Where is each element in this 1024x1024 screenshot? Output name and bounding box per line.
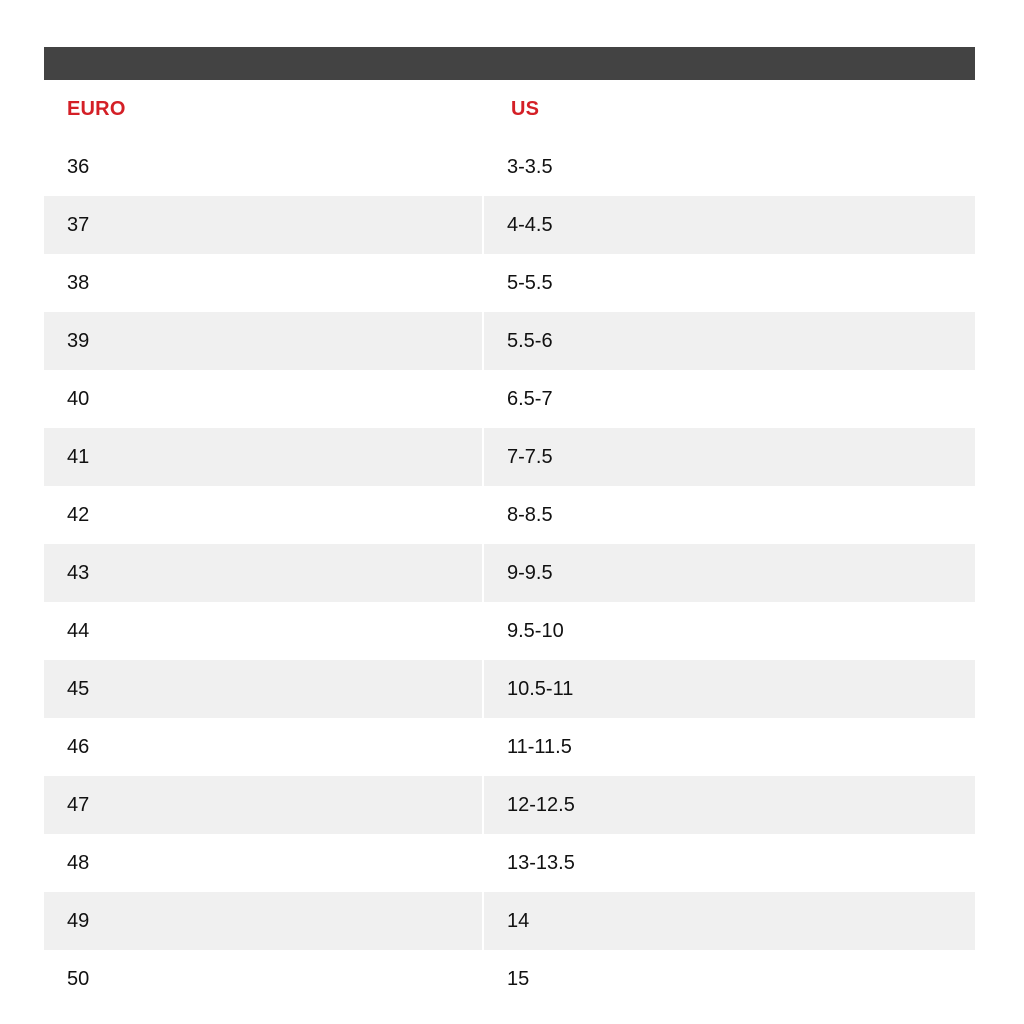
euro-size-cell: 49 <box>44 892 482 950</box>
euro-size-cell: 45 <box>44 660 482 718</box>
us-size-cell: 6.5-7 <box>507 387 553 410</box>
euro-size-cell: 43 <box>44 544 482 602</box>
table-row <box>44 544 975 602</box>
us-size-cell: 11-11.5 <box>507 735 572 758</box>
column-header-row <box>44 80 975 138</box>
table-row <box>44 254 975 312</box>
us-size-cell: 5-5.5 <box>507 271 553 294</box>
euro-size-cell: 42 <box>67 503 90 526</box>
table-row <box>44 138 975 196</box>
table-row <box>44 370 975 428</box>
us-size-cell: 10.5-11 <box>484 660 975 718</box>
table-body <box>44 138 975 1008</box>
euro-size-cell: 41 <box>44 428 482 486</box>
table-row <box>44 196 975 254</box>
euro-size-cell: 50 <box>67 967 90 990</box>
table-row <box>44 660 975 718</box>
us-size-cell: 8-8.5 <box>507 503 553 526</box>
table-row <box>44 428 975 486</box>
euro-size-cell: 47 <box>44 776 482 834</box>
euro-size-cell: 44 <box>67 619 90 642</box>
column-header-euro: EURO <box>67 97 126 120</box>
table-row <box>44 892 975 950</box>
table-row <box>44 718 975 776</box>
us-size-cell: 9.5-10 <box>507 619 564 642</box>
us-size-cell: 5.5-6 <box>484 312 975 370</box>
us-size-cell: 9-9.5 <box>484 544 975 602</box>
table-row <box>44 602 975 660</box>
table-row <box>44 776 975 834</box>
us-size-cell: 14 <box>484 892 975 950</box>
euro-size-cell: 46 <box>67 735 90 758</box>
euro-size-cell: 39 <box>44 312 482 370</box>
us-size-cell: 4-4.5 <box>484 196 975 254</box>
us-size-cell: 7-7.5 <box>484 428 975 486</box>
table-header-bar <box>44 47 975 80</box>
euro-size-cell: 40 <box>67 387 90 410</box>
us-size-cell: 3-3.5 <box>507 155 553 178</box>
size-conversion-table <box>44 47 975 1008</box>
us-size-cell: 12-12.5 <box>484 776 975 834</box>
table-row <box>44 950 975 1008</box>
table-row <box>44 312 975 370</box>
euro-size-cell: 48 <box>67 851 90 874</box>
table-row <box>44 834 975 892</box>
euro-size-cell: 37 <box>44 196 482 254</box>
table-row <box>44 486 975 544</box>
us-size-cell: 13-13.5 <box>507 851 575 874</box>
us-size-cell: 15 <box>507 967 530 990</box>
column-header-us: US <box>511 97 540 120</box>
euro-size-cell: 38 <box>67 271 90 294</box>
euro-size-cell: 36 <box>67 155 90 178</box>
